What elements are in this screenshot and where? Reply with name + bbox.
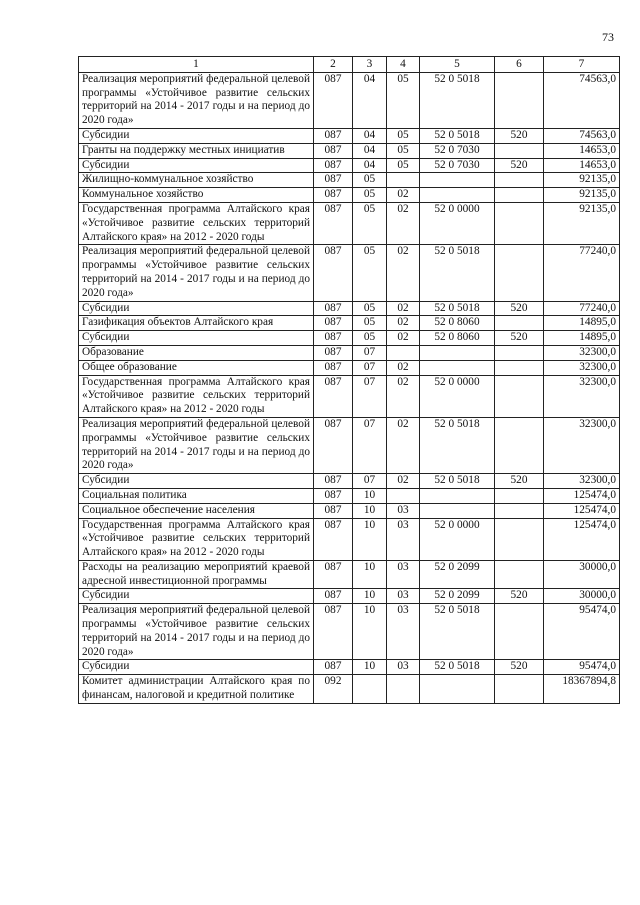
target-article-cell: 52 0 7030	[420, 158, 495, 173]
subsection-code-cell: 03	[387, 604, 420, 660]
section-code-cell: 07	[353, 360, 387, 375]
header-row	[79, 57, 620, 73]
target-article-cell: 52 0 5018	[420, 474, 495, 489]
subsection-code-cell: 02	[387, 417, 420, 473]
subsection-code-cell: 03	[387, 560, 420, 589]
row-name-cell: Социальное обеспечение населения	[79, 503, 314, 518]
target-article-cell	[420, 503, 495, 518]
expense-type-cell	[495, 360, 544, 375]
subsection-code-cell: 02	[387, 245, 420, 301]
table-row	[79, 503, 620, 518]
table-row	[79, 488, 620, 503]
ministry-code-cell: 087	[314, 503, 353, 518]
page-number: 73	[602, 30, 614, 44]
subsection-code-cell: 02	[387, 316, 420, 331]
expense-type-cell: 520	[495, 331, 544, 346]
row-name-cell: Реализация мероприятий федеральной целевой программы «Устойчивое развитие сельских территорий на 2014 - 2017 годы и на период до 2020 года»	[79, 604, 314, 660]
row-name-cell: Реализация мероприятий федеральной целевой программы «Устойчивое развитие сельских территорий на 2014 - 2017 годы и на период до 2020 года»	[79, 72, 314, 128]
target-article-cell	[420, 173, 495, 188]
target-article-cell: 52 0 0000	[420, 375, 495, 417]
section-code-cell: 05	[353, 202, 387, 244]
row-name-cell: Субсидии	[79, 660, 314, 675]
expense-type-cell	[495, 375, 544, 417]
expense-type-cell	[495, 604, 544, 660]
section-code-cell: 04	[353, 143, 387, 158]
row-name-cell: Субсидии	[79, 589, 314, 604]
col-header-rz: 3	[353, 57, 387, 73]
expense-type-cell	[495, 245, 544, 301]
section-code-cell: 10	[353, 560, 387, 589]
subsection-code-cell	[387, 488, 420, 503]
expense-type-cell: 520	[495, 660, 544, 675]
budget-table	[78, 56, 620, 704]
amount-cell: 92135,0	[544, 202, 620, 244]
ministry-code-cell: 087	[314, 375, 353, 417]
section-code-cell: 05	[353, 331, 387, 346]
subsection-code-cell	[387, 345, 420, 360]
table-row	[79, 202, 620, 244]
table-row	[79, 316, 620, 331]
row-name-cell: Общее образование	[79, 360, 314, 375]
subsection-code-cell: 05	[387, 143, 420, 158]
subsection-code-cell: 02	[387, 474, 420, 489]
table-row	[79, 474, 620, 489]
section-code-cell: 05	[353, 316, 387, 331]
amount-cell: 14895,0	[544, 331, 620, 346]
ministry-code-cell: 087	[314, 660, 353, 675]
target-article-cell: 52 0 5018	[420, 604, 495, 660]
expense-type-cell	[495, 345, 544, 360]
amount-cell: 14653,0	[544, 143, 620, 158]
amount-cell: 125474,0	[544, 518, 620, 560]
row-name-cell: Государственная программа Алтайского края «Устойчивое развитие сельских территорий Алтайского края» на 2012 - 2020 годы	[79, 518, 314, 560]
amount-cell: 32300,0	[544, 360, 620, 375]
target-article-cell: 52 0 2099	[420, 560, 495, 589]
target-article-cell: 52 0 5018	[420, 128, 495, 143]
expense-type-cell: 520	[495, 474, 544, 489]
section-code-cell: 05	[353, 188, 387, 203]
amount-cell: 74563,0	[544, 72, 620, 128]
table-row	[79, 518, 620, 560]
section-code-cell: 05	[353, 173, 387, 188]
row-name-cell: Субсидии	[79, 158, 314, 173]
ministry-code-cell: 087	[314, 245, 353, 301]
expense-type-cell	[495, 173, 544, 188]
row-name-cell: Реализация мероприятий федеральной целевой программы «Устойчивое развитие сельских территорий на 2014 - 2017 годы и на период до 2020 года»	[79, 245, 314, 301]
amount-cell: 30000,0	[544, 560, 620, 589]
amount-cell: 95474,0	[544, 660, 620, 675]
amount-cell: 30000,0	[544, 589, 620, 604]
section-code-cell: 10	[353, 604, 387, 660]
target-article-cell: 52 0 8060	[420, 331, 495, 346]
amount-cell: 18367894,8	[544, 675, 620, 704]
subsection-code-cell: 05	[387, 72, 420, 128]
expense-type-cell	[495, 518, 544, 560]
section-code-cell: 10	[353, 518, 387, 560]
row-name-cell: Субсидии	[79, 128, 314, 143]
table-row	[79, 360, 620, 375]
ministry-code-cell: 087	[314, 518, 353, 560]
target-article-cell	[420, 345, 495, 360]
row-name-cell: Субсидии	[79, 331, 314, 346]
table-row	[79, 173, 620, 188]
row-name-cell: Субсидии	[79, 301, 314, 316]
col-header-name: 1	[79, 57, 314, 73]
expense-type-cell	[495, 560, 544, 589]
section-code-cell: 07	[353, 345, 387, 360]
table-row	[79, 143, 620, 158]
target-article-cell: 52 0 0000	[420, 518, 495, 560]
section-code-cell: 10	[353, 589, 387, 604]
expense-type-cell	[495, 675, 544, 704]
target-article-cell: 52 0 5018	[420, 72, 495, 128]
expense-type-cell	[495, 417, 544, 473]
amount-cell: 74563,0	[544, 128, 620, 143]
subsection-code-cell: 02	[387, 375, 420, 417]
ministry-code-cell: 087	[314, 589, 353, 604]
amount-cell: 14895,0	[544, 316, 620, 331]
amount-cell: 125474,0	[544, 488, 620, 503]
target-article-cell: 52 0 0000	[420, 202, 495, 244]
amount-cell: 95474,0	[544, 604, 620, 660]
table-row	[79, 331, 620, 346]
section-code-cell: 10	[353, 488, 387, 503]
amount-cell: 32300,0	[544, 345, 620, 360]
amount-cell: 77240,0	[544, 245, 620, 301]
ministry-code-cell: 087	[314, 316, 353, 331]
amount-cell: 77240,0	[544, 301, 620, 316]
col-header-vr: 6	[495, 57, 544, 73]
amount-cell: 32300,0	[544, 375, 620, 417]
target-article-cell	[420, 360, 495, 375]
subsection-code-cell: 02	[387, 301, 420, 316]
ministry-code-cell: 087	[314, 474, 353, 489]
table-row	[79, 417, 620, 473]
ministry-code-cell: 087	[314, 345, 353, 360]
amount-cell: 92135,0	[544, 173, 620, 188]
subsection-code-cell: 02	[387, 360, 420, 375]
row-name-cell: Комитет администрации Алтайского края по финансам, налоговой и кредитной политике	[79, 675, 314, 704]
section-code-cell: 10	[353, 503, 387, 518]
subsection-code-cell: 05	[387, 158, 420, 173]
ministry-code-cell: 087	[314, 417, 353, 473]
expense-type-cell	[495, 202, 544, 244]
ministry-code-cell: 087	[314, 173, 353, 188]
section-code-cell: 05	[353, 301, 387, 316]
row-name-cell: Гранты на поддержку местных инициатив	[79, 143, 314, 158]
expense-type-cell	[495, 503, 544, 518]
target-article-cell: 52 0 5018	[420, 660, 495, 675]
subsection-code-cell: 03	[387, 518, 420, 560]
target-article-cell	[420, 675, 495, 704]
ministry-code-cell: 087	[314, 360, 353, 375]
row-name-cell: Реализация мероприятий федеральной целевой программы «Устойчивое развитие сельских территорий на 2014 - 2017 годы и на период до 2020 года»	[79, 417, 314, 473]
subsection-code-cell	[387, 675, 420, 704]
subsection-code-cell	[387, 173, 420, 188]
table-row	[79, 158, 620, 173]
table-row	[79, 128, 620, 143]
subsection-code-cell: 03	[387, 660, 420, 675]
expense-type-cell: 520	[495, 128, 544, 143]
ministry-code-cell: 087	[314, 158, 353, 173]
ministry-code-cell: 087	[314, 604, 353, 660]
row-name-cell: Жилищно-коммунальное хозяйство	[79, 173, 314, 188]
amount-cell: 125474,0	[544, 503, 620, 518]
target-article-cell: 52 0 8060	[420, 316, 495, 331]
expense-type-cell	[495, 72, 544, 128]
target-article-cell	[420, 488, 495, 503]
section-code-cell: 10	[353, 660, 387, 675]
expense-type-cell	[495, 188, 544, 203]
expense-type-cell: 520	[495, 301, 544, 316]
ministry-code-cell: 087	[314, 72, 353, 128]
table-row	[79, 375, 620, 417]
target-article-cell: 52 0 5018	[420, 301, 495, 316]
amount-cell: 92135,0	[544, 188, 620, 203]
table-row	[79, 301, 620, 316]
target-article-cell: 52 0 5018	[420, 245, 495, 301]
section-code-cell: 07	[353, 417, 387, 473]
ministry-code-cell: 087	[314, 128, 353, 143]
row-name-cell: Социальная политика	[79, 488, 314, 503]
section-code-cell: 04	[353, 158, 387, 173]
subsection-code-cell: 03	[387, 503, 420, 518]
ministry-code-cell: 087	[314, 202, 353, 244]
ministry-code-cell: 087	[314, 488, 353, 503]
row-name-cell: Образование	[79, 345, 314, 360]
col-header-csr: 5	[420, 57, 495, 73]
subsection-code-cell: 05	[387, 128, 420, 143]
ministry-code-cell: 087	[314, 331, 353, 346]
section-code-cell: 05	[353, 245, 387, 301]
expense-type-cell	[495, 316, 544, 331]
section-code-cell	[353, 675, 387, 704]
col-header-ved: 2	[314, 57, 353, 73]
table-body	[79, 72, 620, 703]
expense-type-cell	[495, 488, 544, 503]
table-row	[79, 72, 620, 128]
row-name-cell: Государственная программа Алтайского края «Устойчивое развитие сельских территорий Алтайского края» на 2012 - 2020 годы	[79, 375, 314, 417]
row-name-cell: Расходы на реализацию мероприятий краевой адресной инвестиционной программы	[79, 560, 314, 589]
table-row	[79, 345, 620, 360]
target-article-cell: 52 0 2099	[420, 589, 495, 604]
section-code-cell: 07	[353, 474, 387, 489]
row-name-cell: Государственная программа Алтайского края «Устойчивое развитие сельских территорий Алтайского края» на 2012 - 2020 годы	[79, 202, 314, 244]
row-name-cell: Коммунальное хозяйство	[79, 188, 314, 203]
row-name-cell: Газификация объектов Алтайского края	[79, 316, 314, 331]
subsection-code-cell: 02	[387, 331, 420, 346]
table-row	[79, 560, 620, 589]
row-name-cell: Субсидии	[79, 474, 314, 489]
col-header-pr: 4	[387, 57, 420, 73]
amount-cell: 14653,0	[544, 158, 620, 173]
subsection-code-cell: 02	[387, 188, 420, 203]
ministry-code-cell: 087	[314, 301, 353, 316]
amount-cell: 32300,0	[544, 417, 620, 473]
section-code-cell: 07	[353, 375, 387, 417]
ministry-code-cell: 092	[314, 675, 353, 704]
ministry-code-cell: 087	[314, 188, 353, 203]
expense-type-cell: 520	[495, 158, 544, 173]
table-row	[79, 660, 620, 675]
amount-cell: 32300,0	[544, 474, 620, 489]
target-article-cell: 52 0 5018	[420, 417, 495, 473]
expense-type-cell	[495, 143, 544, 158]
section-code-cell: 04	[353, 72, 387, 128]
ministry-code-cell: 087	[314, 143, 353, 158]
table-row	[79, 604, 620, 660]
target-article-cell	[420, 188, 495, 203]
ministry-code-cell: 087	[314, 560, 353, 589]
table-row	[79, 589, 620, 604]
table-row	[79, 188, 620, 203]
table-row	[79, 675, 620, 704]
expense-type-cell: 520	[495, 589, 544, 604]
target-article-cell: 52 0 7030	[420, 143, 495, 158]
subsection-code-cell: 03	[387, 589, 420, 604]
section-code-cell: 04	[353, 128, 387, 143]
subsection-code-cell: 02	[387, 202, 420, 244]
col-header-sum: 7	[544, 57, 620, 73]
table-row	[79, 245, 620, 301]
